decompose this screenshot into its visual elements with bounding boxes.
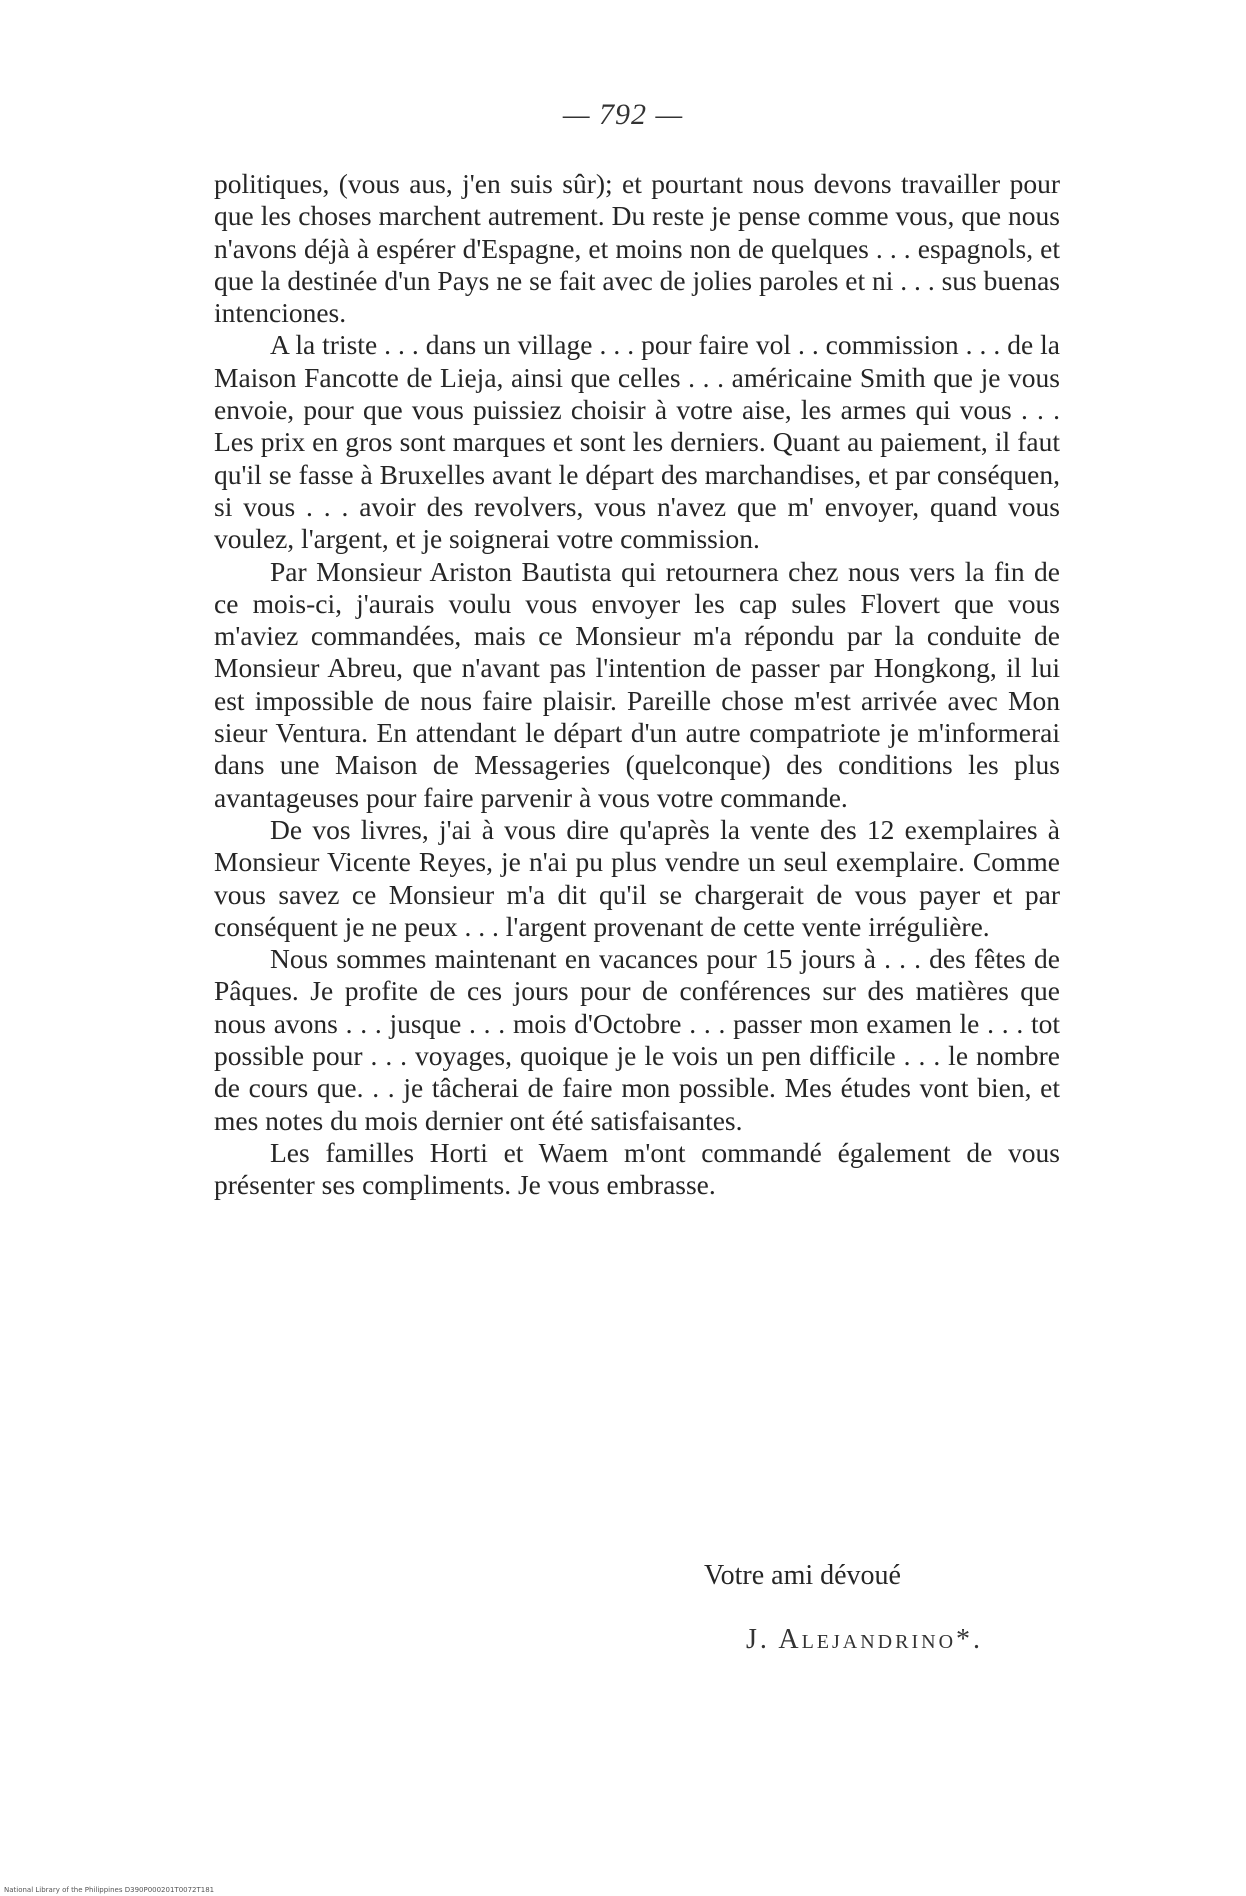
paragraph-4: De vos livres, j'ai à vous dire qu'après la vente des 12 exemplaires à Monsieur Vicente Reyes, je n'ai pu plus vendre un seul exemplaire. Comme vous savez ce Monsieur m'a dit qu'il se chargerait de vous payer et par conséquent je ne peux . . . l'argent provenant de cette vente irrégulière. bbox=[214, 813, 1060, 942]
paragraph-2: A la triste . . . dans un village . . . pour faire vol . . commission . . . de la Maison Fancotte de Lieja, ainsi que celles . . . américaine Smith que je vous envoie, pour que vous puissiez choisir à votre aise, les armes qui vous . . . Les prix en gros sont marques et sont les derniers. Quant au paiement, il faut qu'il se fasse à Bruxelles avant le départ des marchandises, et par conséquen, si vous . . . avoir des revolvers, vous n'avez que m' envoyer, quand vous voulez, l'argent, et je soignerai votre commission. bbox=[214, 329, 1060, 555]
paragraph-6: Les familles Horti et Waem m'ont commandé également de vous présenter ses compliments. Je vous embrasse. bbox=[214, 1136, 1060, 1201]
signature: J. Alejandrino*. bbox=[746, 1624, 984, 1655]
paragraph-1: politiques, (vous aus, j'en suis sûr); et pourtant nous devons travailler pour que les choses marchent autrement. Du reste je pense comme vous, que nous n'avons déjà à espérer d'Espagne, et moins non de quelques . . . espagnols, et que la destinée d'un Pays ne se fait avec de jolies paroles et ni . . . sus buenas intenciones. bbox=[214, 168, 1060, 329]
letter-body bbox=[214, 168, 1060, 1202]
closing-salutation: Votre ami dévoué bbox=[704, 1560, 901, 1591]
paragraph-5: Nous sommes maintenant en vacances pour 15 jours à . . . des fêtes de Pâques. Je profite de ces jours pour de conférences sur des matières que nous avons . . . jusque . . . mois d'Octobre . . . passer mon examen le . . . tot possible pour . . . voyages, quoique je le vois un pen difficile . . . le nombre de cours que. . . je tâcherai de faire mon possible. Mes études vont bien, et mes notes du mois dernier ont été satisfaisantes. bbox=[214, 943, 1060, 1136]
footer-credit: National Library of the Philippines D390P000201T0072T181 bbox=[4, 1886, 215, 1894]
page-number: — 792 — bbox=[562, 98, 684, 131]
paragraph-3: Par Monsieur Ariston Bautista qui retournera chez nous vers la fin de ce mois-ci, j'aurais voulu vous envoyer les cap sules Flovert que vous m'aviez commandées, mais ce Monsieur m'a répondu par la conduite de Monsieur Abreu, que n'avant pas l'intention de passer par Hongkong, il lui est impossible de nous faire plaisir. Pareille chose m'est arrivée avec Mon sieur Ventura. En attendant le départ d'un autre compatriote je m'informerai dans une Maison de Messageries (quelconque) des conditions les plus avantageuses pour faire parvenir à vous votre commande. bbox=[214, 555, 1060, 813]
